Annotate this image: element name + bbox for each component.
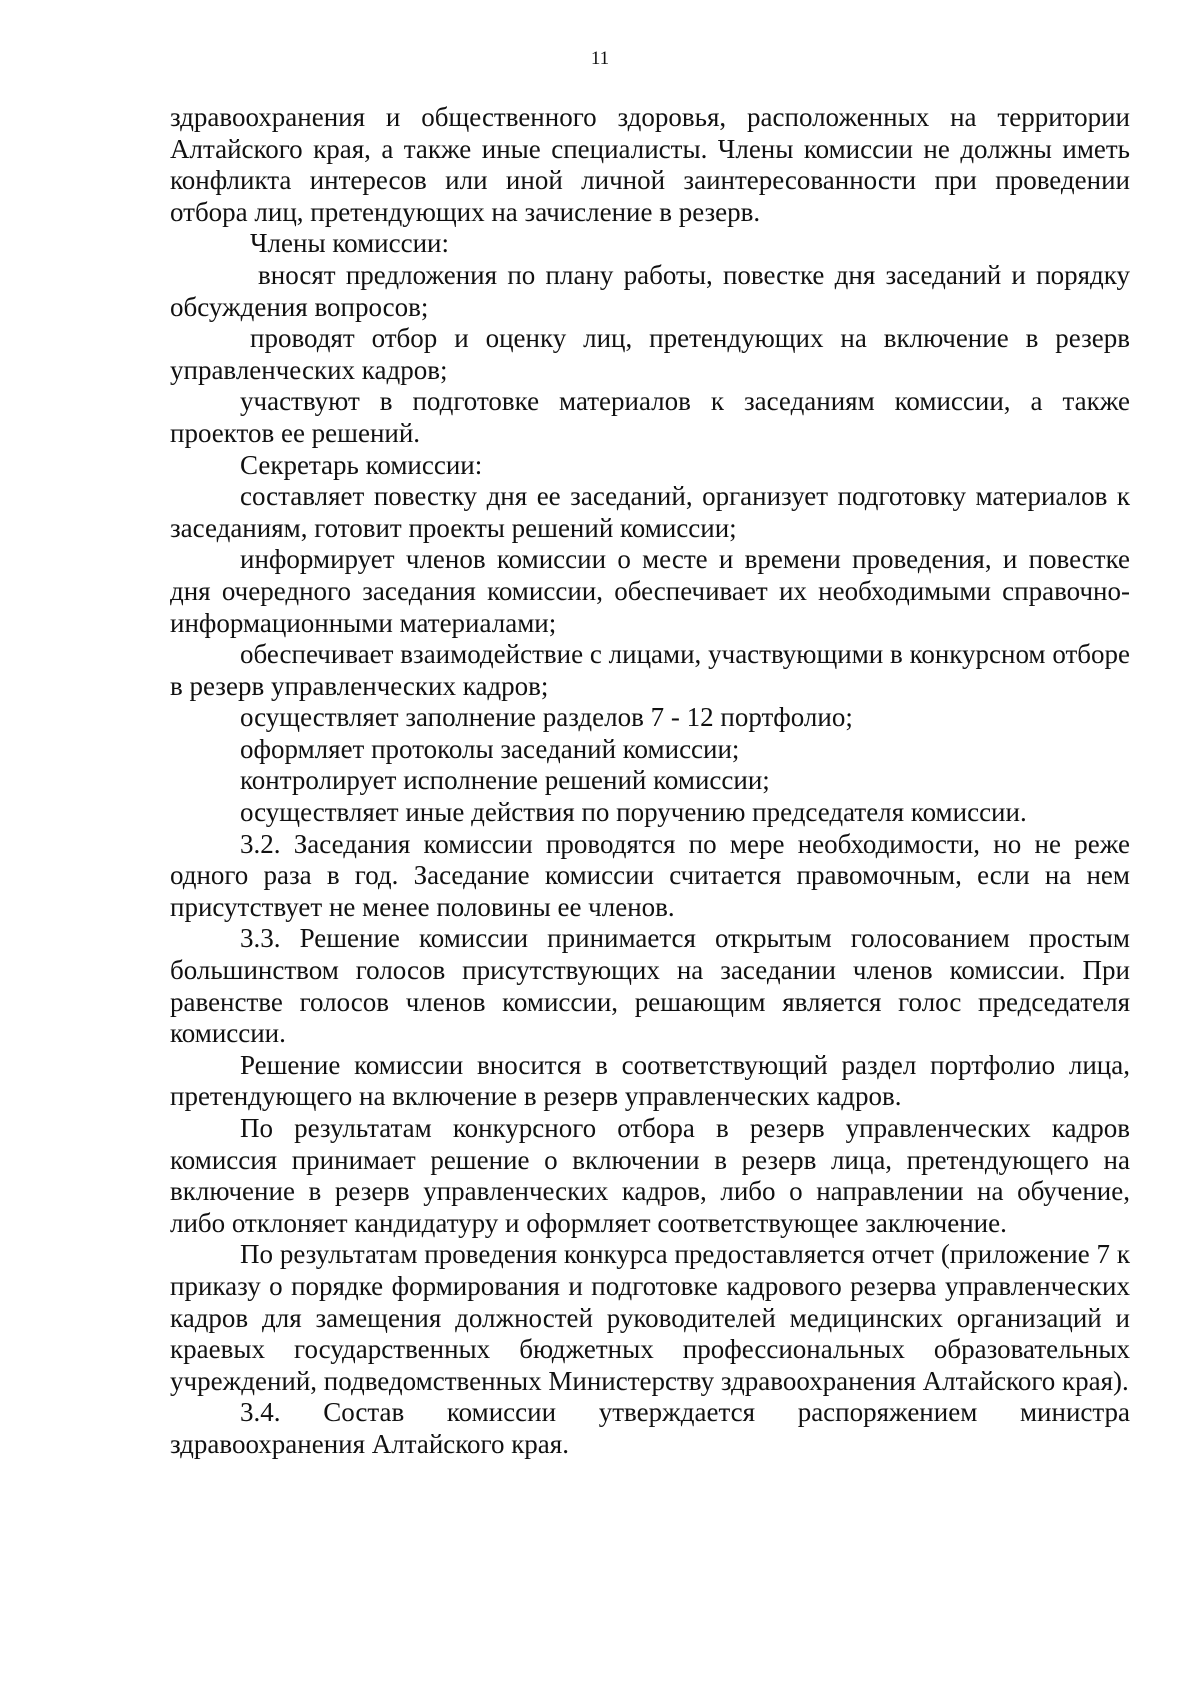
- paragraph-selection-results: По результатам конкурсного отбора в резерв управленческих кадров комиссия принимает решение о включении в резерв лица, претендующего на включение в резерв управленческих кадров, либо о направлении на обучение, либо отклоняет кандидатуру и оформляет соответствующее заключение.: [170, 1113, 1130, 1238]
- paragraph-members-proposals: вносят предложения по плану работы, повестке дня заседаний и порядку обсуждения вопросов;: [170, 259, 1130, 322]
- paragraph-secretary-protocols: оформляет протоколы заседаний комиссии;: [240, 733, 740, 764]
- paragraph-members-heading: Члены комиссии:: [250, 228, 449, 259]
- paragraph-secretary-portfolio: осуществляет заполнение разделов 7 - 12 портфолио;: [240, 702, 853, 733]
- paragraph-secretary-other: осуществляет иные действия по поручению председателя комиссии.: [240, 797, 1027, 828]
- paragraph-section-3-3: 3.3. Решение комиссии принимается открытым голосованием простым большинством голосов присутствующих на заседании членов комиссии. При равенстве голосов членов комиссии, решающим является голос председателя комиссии.: [170, 923, 1130, 1049]
- paragraph-section-3-4: 3.4. Состав комиссии утверждается распоряжением министра здравоохранения Алтайского края.: [170, 1397, 1130, 1459]
- paragraph-secretary-heading: Секретарь комиссии:: [240, 449, 483, 480]
- paragraph-members-selection: проводят отбор и оценку лиц, претендующих на включение в резерв управленческих кадров;: [170, 323, 1130, 385]
- paragraph-secretary-informs: информирует членов комиссии о месте и времени проведения, и повестке дня очередного заседания комиссии, обеспечивает их необходимыми справочно-информационными материалами;: [170, 544, 1130, 638]
- page-number: 11: [590, 48, 610, 69]
- paragraph-commission-composition: здравоохранения и общественного здоровья, расположенных на территории Алтайского края, а также иные специалисты. Члены комиссии не должны иметь конфликта интересов или иной личной заинтересованности при проведении отбора лиц, претендующих на зачисление в резерв.: [170, 102, 1130, 227]
- paragraph-members-materials: участвуют в подготовке материалов к заседаниям комиссии, а также проектов ее решений.: [170, 386, 1130, 448]
- paragraph-section-3-2: 3.2. Заседания комиссии проводятся по мере необходимости, но не реже одного раза в год. Заседание комиссии считается правомочным, если на нем присутствует не менее половины ее членов.: [170, 828, 1130, 922]
- paragraph-secretary-interaction: обеспечивает взаимодействие с лицами, участвующими в конкурсном отборе в резерв управленческих кадров;: [170, 639, 1130, 701]
- body-text: [170, 102, 1130, 1461]
- paragraph-secretary-agenda: составляет повестку дня ее заседаний, организует подготовку материалов к заседаниям, готовит проекты решений комиссии;: [170, 481, 1130, 543]
- paragraph-secretary-control: контролирует исполнение решений комиссии;: [240, 765, 770, 796]
- paragraph-contest-report: По результатам проведения конкурса предоставляется отчет (приложение 7 к приказу о порядке формирования и подготовке кадрового резерва управленческих кадров для замещения должностей руководителей медицинских организаций и краевых государственных бюджетных профессиональных образовательных учреждений, подведомственных Министерству здравоохранения Алтайского края).: [170, 1239, 1130, 1396]
- paragraph-decision-portfolio: Решение комиссии вносится в соответствующий раздел портфолио лица, претендующего на включение в резерв управленческих кадров.: [170, 1049, 1130, 1112]
